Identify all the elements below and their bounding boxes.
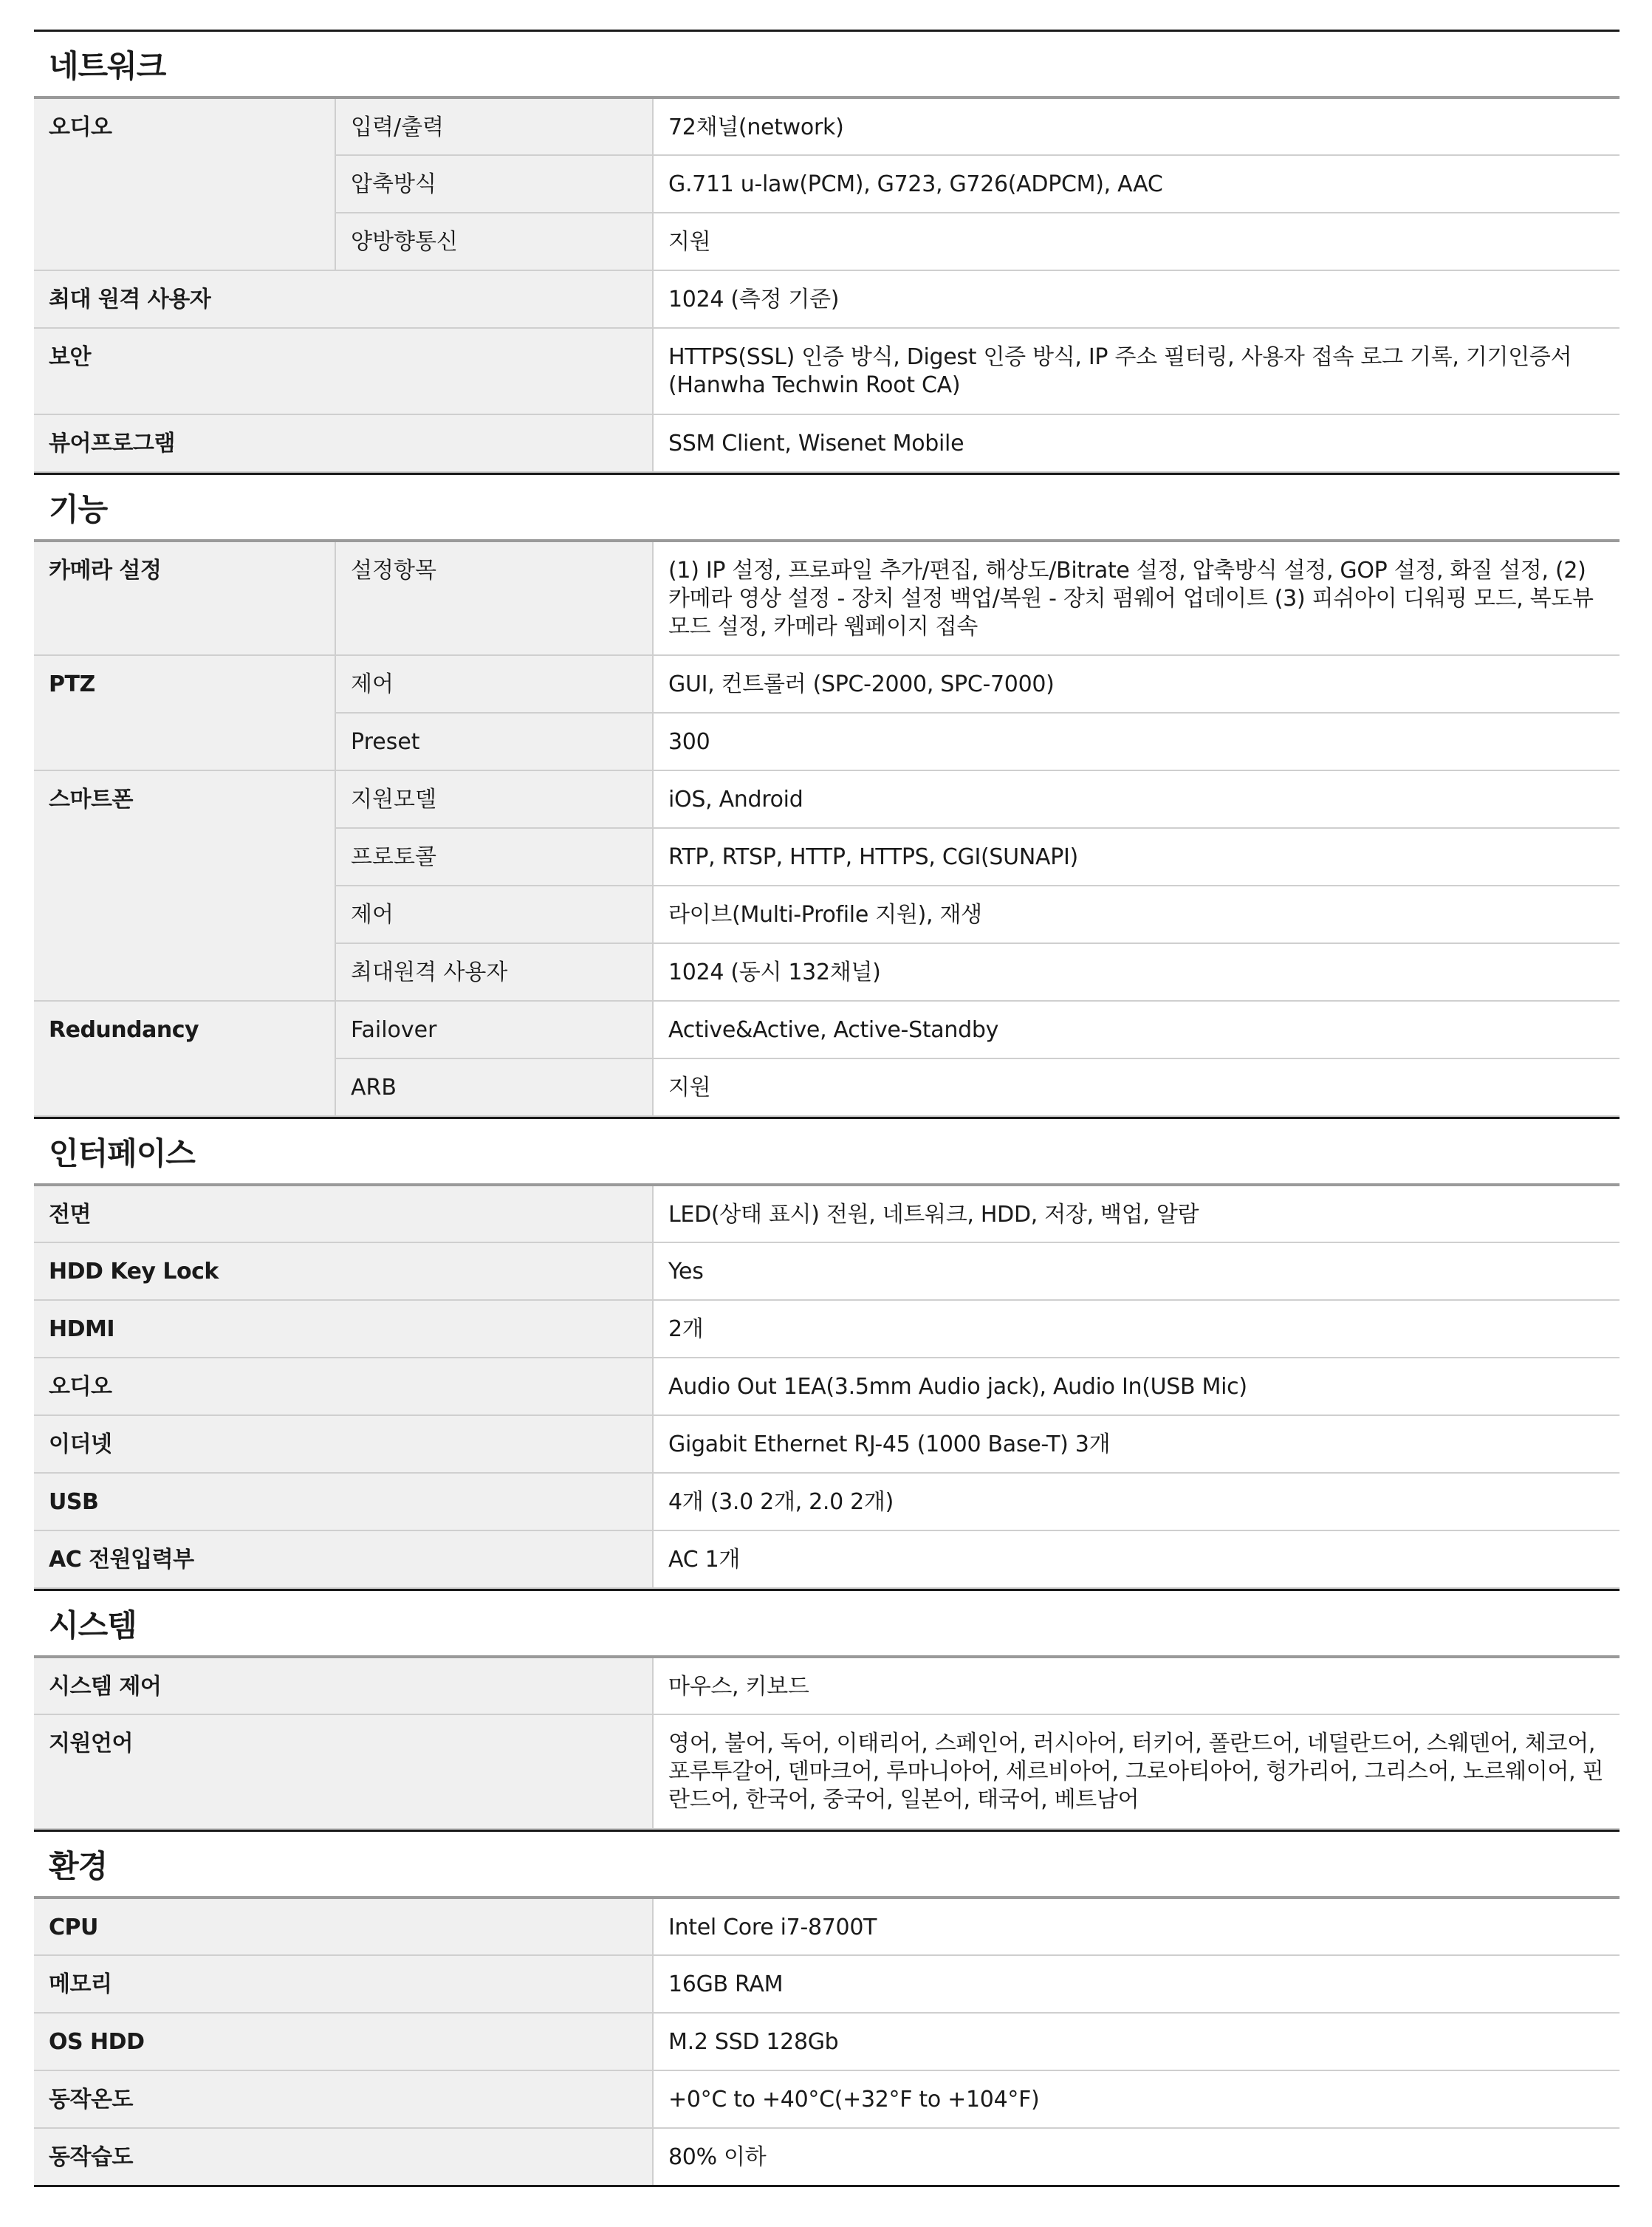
spec-table-features <box>34 539 1620 1117</box>
table-row <box>34 1473 1620 1530</box>
row-sublabel: Preset <box>335 713 653 770</box>
row-sublabel: 최대원격 사용자 <box>335 943 653 1001</box>
table-row <box>34 1415 1620 1473</box>
table-row <box>34 1657 1620 1714</box>
row-sublabel: 입력/출력 <box>335 98 653 155</box>
row-label: 스마트폰 <box>34 770 335 1001</box>
row-value: 300 <box>653 713 1620 770</box>
row-value: 1024 (측정 기준) <box>653 270 1620 328</box>
row-value: 지원 <box>653 1058 1620 1116</box>
row-value: +0°C to +40°C(+32°F to +104°F) <box>653 2070 1620 2128</box>
table-row <box>34 2128 1620 2186</box>
table-row <box>34 2070 1620 2128</box>
table-row <box>34 328 1620 414</box>
row-value: Gigabit Ethernet RJ-45 (1000 Base-T) 3개 <box>653 1415 1620 1473</box>
row-value: Audio Out 1EA(3.5mm Audio jack), Audio In(USB Mic) <box>653 1358 1620 1415</box>
section-title: 네트워크 <box>49 47 166 84</box>
row-value: 4개 (3.0 2개, 2.0 2개) <box>653 1473 1620 1530</box>
section-title: 환경 <box>49 1847 108 1884</box>
row-label: 이더넷 <box>34 1415 653 1473</box>
table-row <box>34 98 1620 155</box>
row-label: 최대 원격 사용자 <box>34 270 653 328</box>
row-value: 1024 (동시 132채널) <box>653 943 1620 1001</box>
row-label: CPU <box>34 1898 653 1955</box>
table-row <box>34 1955 1620 2013</box>
row-value: 2개 <box>653 1300 1620 1358</box>
table-row <box>34 1898 1620 1955</box>
section-title: 인터페이스 <box>49 1135 195 1171</box>
section-header-interface <box>34 1117 1620 1183</box>
row-value: GUI, 컨트롤러 (SPC-2000, SPC-7000) <box>653 655 1620 713</box>
row-value: G.711 u-law(PCM), G723, G726(ADPCM), AAC <box>653 155 1620 213</box>
row-label: 동작습도 <box>34 2128 653 2186</box>
row-sublabel: 제어 <box>335 886 653 943</box>
row-value: LED(상태 표시) 전원, 네트워크, HDD, 저장, 백업, 알람 <box>653 1185 1620 1242</box>
section-title: 기능 <box>49 490 108 527</box>
row-value: SSM Client, Wisenet Mobile <box>653 414 1620 472</box>
table-row <box>34 1242 1620 1300</box>
spec-table-network <box>34 96 1620 473</box>
section-title: 시스템 <box>49 1607 137 1643</box>
row-value: 80% 이하 <box>653 2128 1620 2186</box>
row-sublabel: 지원모델 <box>335 770 653 828</box>
table-row <box>34 414 1620 472</box>
row-value: 영어, 불어, 독어, 이태리어, 스페인어, 러시아어, 터키어, 폴란드어, 네덜란드어, 스웨덴어, 체코어, 포루투갈어, 덴마크어, 루마니아어, 세르비아어, 그로아티아어, 헝가리어, 그리스어, 노르웨이어, 핀란드어, 한국어, 중국어, 일본어, 태국어, 베트남어 <box>653 1714 1620 1829</box>
spec-sheet <box>34 30 1620 2187</box>
row-label: OS HDD <box>34 2013 653 2070</box>
spec-table-environment <box>34 1896 1620 2187</box>
table-row <box>34 1300 1620 1358</box>
table-row <box>34 770 1620 828</box>
row-value: Active&Active, Active-Standby <box>653 1001 1620 1058</box>
section-header-system <box>34 1589 1620 1655</box>
table-row <box>34 1714 1620 1829</box>
row-sublabel: 압축방식 <box>335 155 653 213</box>
row-label: 오디오 <box>34 98 335 270</box>
spec-table-interface <box>34 1183 1620 1589</box>
table-row <box>34 270 1620 328</box>
row-value: HTTPS(SSL) 인증 방식, Digest 인증 방식, IP 주소 필터링, 사용자 접속 로그 기록, 기기인증서 (Hanwha Techwin Root CA) <box>653 328 1620 414</box>
table-row <box>34 1358 1620 1415</box>
spec-table-system <box>34 1655 1620 1830</box>
row-value: 마우스, 키보드 <box>653 1657 1620 1714</box>
row-label: 지원언어 <box>34 1714 653 1829</box>
row-label: 보안 <box>34 328 653 414</box>
row-label: HDD Key Lock <box>34 1242 653 1300</box>
row-label: 카메라 설정 <box>34 541 335 655</box>
row-label: 동작온도 <box>34 2070 653 2128</box>
table-row <box>34 2013 1620 2070</box>
row-sublabel: Failover <box>335 1001 653 1058</box>
row-value: Yes <box>653 1242 1620 1300</box>
row-label: USB <box>34 1473 653 1530</box>
row-value: 72채널(network) <box>653 98 1620 155</box>
row-label: Redundancy <box>34 1001 335 1116</box>
row-label: PTZ <box>34 655 335 770</box>
row-label: 오디오 <box>34 1358 653 1415</box>
row-sublabel: 양방향통신 <box>335 213 653 270</box>
row-sublabel: 제어 <box>335 655 653 713</box>
row-label: 시스템 제어 <box>34 1657 653 1714</box>
row-label: 메모리 <box>34 1955 653 2013</box>
row-value: AC 1개 <box>653 1530 1620 1588</box>
row-value: 라이브(Multi-Profile 지원), 재생 <box>653 886 1620 943</box>
table-row <box>34 541 1620 655</box>
row-value: (1) IP 설정, 프로파일 추가/편집, 해상도/Bitrate 설정, 압축방식 설정, GOP 설정, 화질 설정, (2) 카메라 영상 설정 - 장치 설정 백업/복원 - 장치 펌웨어 업데이트 (3) 피쉬아이 디워핑 모드, 복도뷰 모드 설정, 카메라 웹페이지 접속 <box>653 541 1620 655</box>
row-sublabel: ARB <box>335 1058 653 1116</box>
row-label: 뷰어프로그램 <box>34 414 653 472</box>
row-value: 지원 <box>653 213 1620 270</box>
row-label: HDMI <box>34 1300 653 1358</box>
table-row <box>34 1530 1620 1588</box>
row-value: M.2 SSD 128Gb <box>653 2013 1620 2070</box>
row-sublabel: 설정항목 <box>335 541 653 655</box>
row-label: 전면 <box>34 1185 653 1242</box>
row-label: AC 전원입력부 <box>34 1530 653 1588</box>
section-header-environment <box>34 1830 1620 1896</box>
section-header-features <box>34 473 1620 539</box>
row-sublabel: 프로토콜 <box>335 828 653 886</box>
table-row <box>34 1001 1620 1058</box>
row-value: Intel Core i7-8700T <box>653 1898 1620 1955</box>
row-value: RTP, RTSP, HTTP, HTTPS, CGI(SUNAPI) <box>653 828 1620 886</box>
section-header-network <box>34 30 1620 96</box>
row-value: 16GB RAM <box>653 1955 1620 2013</box>
table-row <box>34 1185 1620 1242</box>
table-row <box>34 655 1620 713</box>
row-value: iOS, Android <box>653 770 1620 828</box>
